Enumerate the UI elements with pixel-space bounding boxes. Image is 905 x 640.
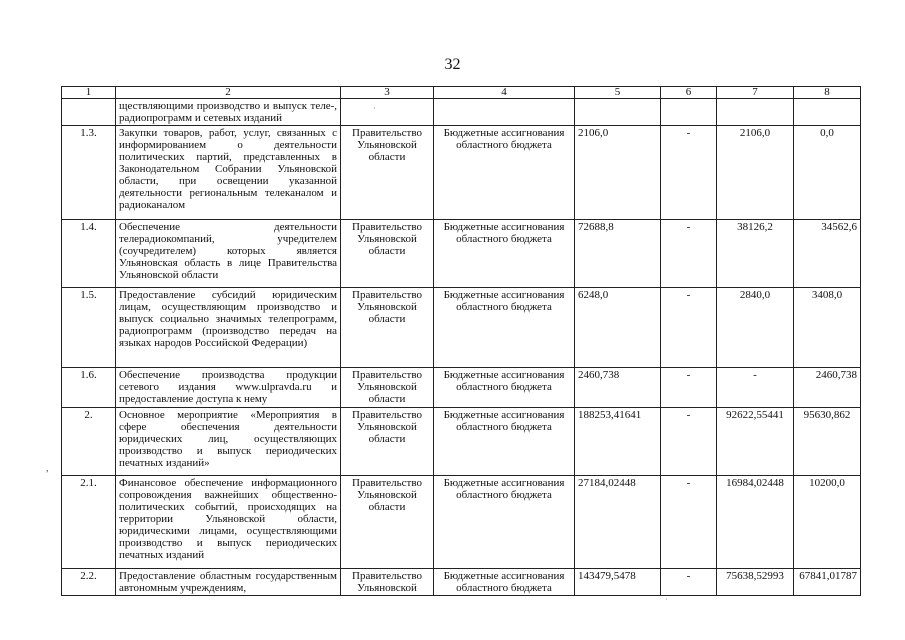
row-col8: 34562,6 — [794, 220, 861, 288]
row-col6: - — [661, 569, 717, 596]
row-col8: 95630,862 — [794, 408, 861, 476]
row-executor: Правительство Ульяновской области — [341, 476, 434, 569]
row-number: 1.6. — [62, 368, 116, 408]
speck-mark: · — [373, 104, 376, 113]
row-col7: 92622,55441 — [717, 408, 794, 476]
row-source — [434, 99, 575, 126]
row-total: 6248,0 — [575, 288, 661, 368]
budget-table — [61, 86, 861, 596]
row-total: 188253,41641 — [575, 408, 661, 476]
row-col6 — [661, 99, 717, 126]
row-col8: 2460,738 — [794, 368, 861, 408]
row-executor: Правительство Ульяновской области — [341, 408, 434, 476]
row-source: Бюджетные ассигнования областного бюджета — [434, 368, 575, 408]
row-executor: Правительство Ульяновской — [341, 569, 434, 596]
row-total: 2106,0 — [575, 126, 661, 220]
table-row — [62, 126, 861, 220]
row-total: 72688,8 — [575, 220, 661, 288]
row-col7: - — [717, 368, 794, 408]
table-row — [62, 476, 861, 569]
row-number: 2. — [62, 408, 116, 476]
row-number: 1.3. — [62, 126, 116, 220]
row-total: 2460,738 — [575, 368, 661, 408]
row-description: Предоставление областным государственным автономным учреждениям, — [116, 569, 341, 596]
row-description: Закупки товаров, работ, услуг, связанных с информированием о деятельности политических партий, представленных в Законодательном Собрании Ульяновской области, при освещении указанной деятельности региональным телеканалом и радиоканалом — [116, 126, 341, 220]
column-header: 6 — [661, 87, 717, 99]
column-header: 3 — [341, 87, 434, 99]
row-total — [575, 99, 661, 126]
speck-mark: · — [665, 595, 668, 604]
row-source: Бюджетные ассигнования областного бюджета — [434, 408, 575, 476]
column-header: 7 — [717, 87, 794, 99]
table-row — [62, 408, 861, 476]
row-description: Обеспечение деятельности телерадиокомпаний, учредителем (соучредителем) которых является Ульяновская область в лице Правительства Ульяновской области — [116, 220, 341, 288]
row-source: Бюджетные ассигнования областного бюджета — [434, 126, 575, 220]
row-executor — [341, 99, 434, 126]
row-col6: - — [661, 368, 717, 408]
margin-mark: , — [46, 463, 49, 474]
row-executor: Правительство Ульяновской области — [341, 368, 434, 408]
row-executor: Правительство Ульяновской области — [341, 288, 434, 368]
row-executor: Правительство Ульяновской области — [341, 126, 434, 220]
row-description: Обеспечение производства продукции сетевого издания www.ulpravda.ru и предоставление доступа к нему — [116, 368, 341, 408]
row-total: 143479,5478 — [575, 569, 661, 596]
row-col8: 3408,0 — [794, 288, 861, 368]
row-description: ществляющими производство и выпуск теле-, радиопрограмм и сетевых изданий — [116, 99, 341, 126]
column-header: 5 — [575, 87, 661, 99]
column-header: 2 — [116, 87, 341, 99]
row-col8: 67841,01787 — [794, 569, 861, 596]
row-col6: - — [661, 476, 717, 569]
row-col7 — [717, 99, 794, 126]
row-col7: 2840,0 — [717, 288, 794, 368]
row-number: 1.5. — [62, 288, 116, 368]
column-header: 1 — [62, 87, 116, 99]
table-row — [62, 99, 861, 126]
row-source: Бюджетные ассигнования областного бюджета — [434, 220, 575, 288]
column-header: 4 — [434, 87, 575, 99]
column-header-row — [62, 87, 861, 99]
row-number: 2.2. — [62, 569, 116, 596]
row-col6: - — [661, 126, 717, 220]
row-description: Основное мероприятие «Мероприятия в сфере обеспечения деятельности юридических лиц, осуществляющих производство и выпуск периодических печатных изданий» — [116, 408, 341, 476]
row-col8: 10200,0 — [794, 476, 861, 569]
table-row — [62, 569, 861, 596]
column-header: 8 — [794, 87, 861, 99]
row-col7: 75638,52993 — [717, 569, 794, 596]
row-col7: 38126,2 — [717, 220, 794, 288]
row-total: 27184,02448 — [575, 476, 661, 569]
row-col7: 16984,02448 — [717, 476, 794, 569]
row-number: 2.1. — [62, 476, 116, 569]
table-row — [62, 288, 861, 368]
row-col6: - — [661, 408, 717, 476]
row-col6: - — [661, 288, 717, 368]
row-col7: 2106,0 — [717, 126, 794, 220]
row-description: Предоставление субсидий юридическим лицам, осуществляющим производство и выпуск социально значимых телепрограмм, радиопрограмм (производство передач на языках народов Российской Федерации) — [116, 288, 341, 368]
row-description: Финансовое обеспечение информационного сопровождения важнейших общественно-политических событий, происходящих на территории Ульяновской области, юридическими лицами, осуществляющими производство и выпуск периодических печатных изданий — [116, 476, 341, 569]
row-number — [62, 99, 116, 126]
row-col6: - — [661, 220, 717, 288]
row-executor: Правительство Ульяновской области — [341, 220, 434, 288]
row-number: 1.4. — [62, 220, 116, 288]
page-number: 32 — [444, 56, 461, 73]
row-source: Бюджетные ассигнования областного бюджета — [434, 288, 575, 368]
table-row — [62, 220, 861, 288]
row-source: Бюджетные ассигнования областного бюджета — [434, 476, 575, 569]
row-col8 — [794, 99, 861, 126]
row-source: Бюджетные ассигнования областного бюджета — [434, 569, 575, 596]
row-col8: 0,0 — [794, 126, 861, 220]
table-row — [62, 368, 861, 408]
